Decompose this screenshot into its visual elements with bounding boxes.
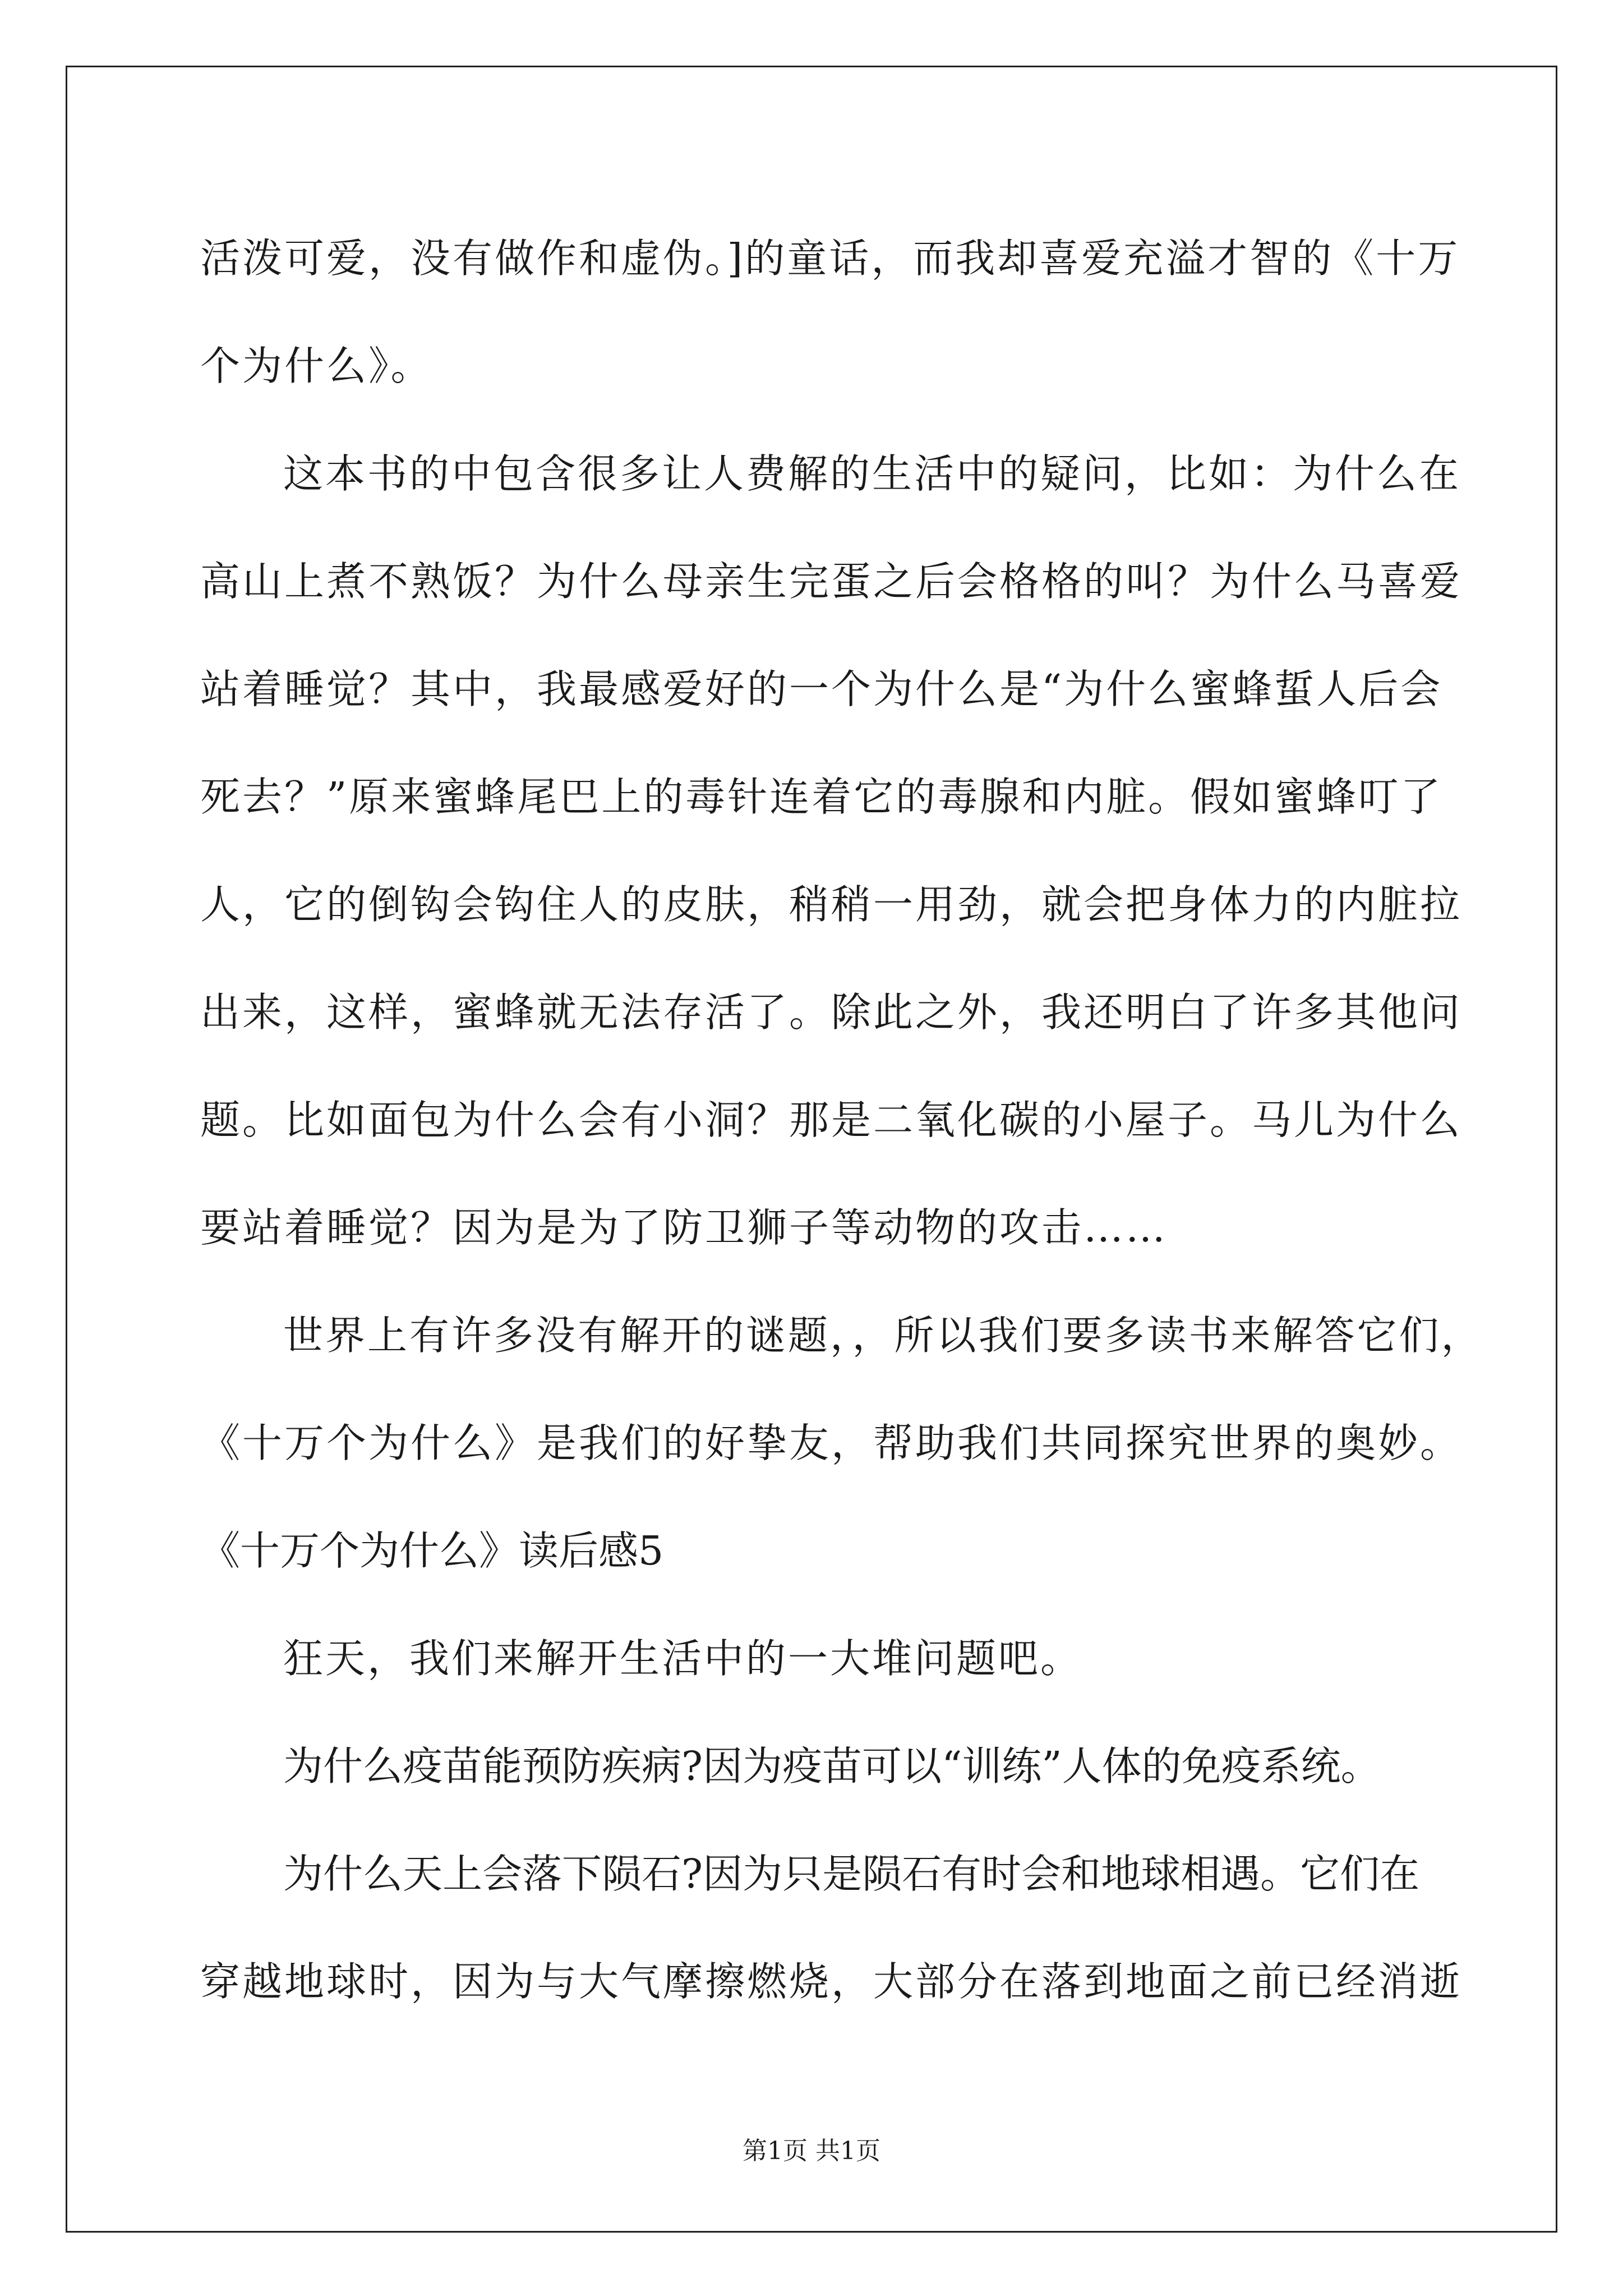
section-heading: 《十万个为什么》读后感5: [200, 1527, 664, 1574]
text-line: 为什么疫苗能预防疾病?因为疫苗可以“训练”人体的免疫系统。: [283, 1743, 1381, 1789]
text-line: 死去？”原来蜜蜂尾巴上的毒针连着它的毒腺和内脏。假如蜜蜂叮了: [200, 774, 1443, 820]
text-line: 《十万个为什么》是我们的好挚友，帮助我们共同探究世界的奥妙。: [200, 1420, 1463, 1466]
text-line: 活泼可爱，没有做作和虚伪。]的童话，而我却喜爱充溢才智的《十万: [200, 235, 1460, 282]
text-line: 站着睡觉？其中，我最感爱好的一个为什么是“为什么蜜蜂蜇人后会: [200, 666, 1443, 712]
text-line: 穿越地球时，因为与大气摩擦燃烧，大部分在落到地面之前已经消逝: [200, 1958, 1463, 2005]
text-line: 为什么天上会落下陨石?因为只是陨石有时会和地球相遇。它们在: [283, 1851, 1420, 1897]
text-line: 世界上有许多没有解开的谜题，，所以我们要多读书来解答它们，: [283, 1312, 1483, 1359]
document-body: [200, 205, 1483, 2036]
text-line: 出来，这样，蜜蜂就无法存活了。除此之外，我还明白了许多其他问: [200, 989, 1463, 1036]
page-footer: 第1页 共1页: [743, 2137, 880, 2165]
text-line: 高山上煮不熟饭？为什么母亲生完蛋之后会格格的叫？为什么马喜爱: [200, 558, 1463, 605]
text-line: 个为什么》。: [200, 343, 433, 389]
text-line: 要站着睡觉？因为是为了防卫狮子等动物的攻击……: [200, 1204, 1168, 1251]
text-line: 人，它的倒钩会钩住人的皮肤，稍稍一用劲，就会把身体力的内脏拉: [200, 881, 1463, 928]
text-line: 题。比如面包为什么会有小洞？那是二氧化碳的小屋子。马儿为什么: [200, 1097, 1463, 1143]
text-line: 这本书的中包含很多让人费解的生活中的疑问，比如：为什么在: [283, 450, 1461, 497]
text-line: 狂天，我们来解开生活中的一大堆问题吧。: [283, 1635, 1083, 1682]
